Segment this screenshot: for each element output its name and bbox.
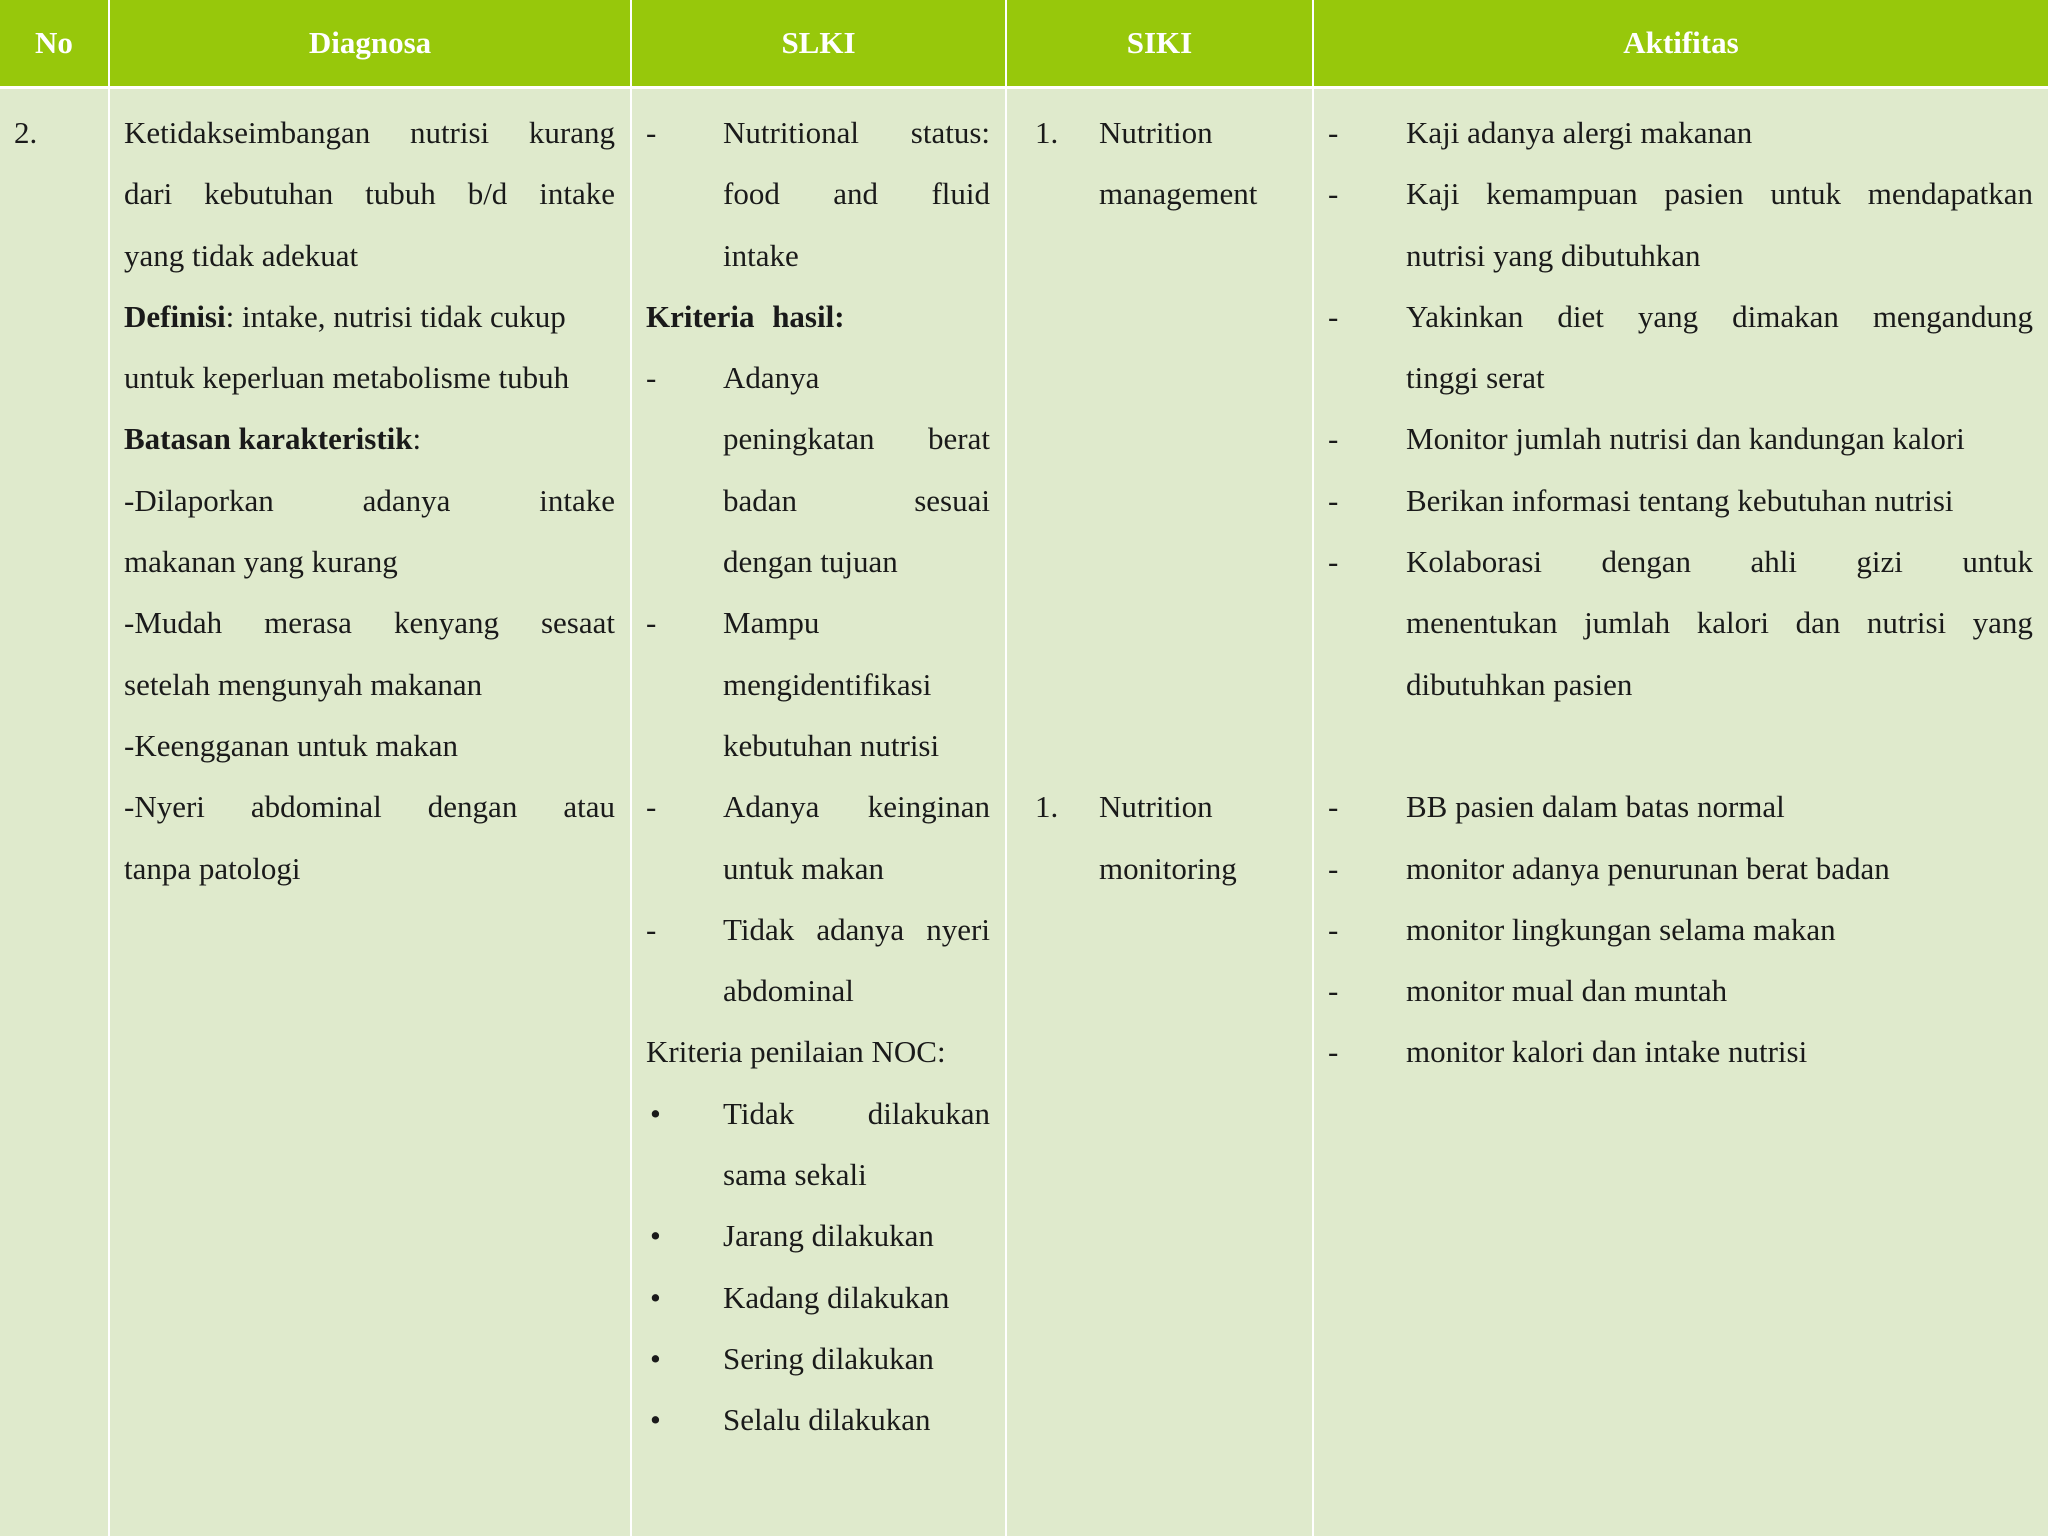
line-text: Kaji adanya alergi makanan [1406,115,1753,150]
activity-line [1328,163,2033,224]
item-number: 1. [1035,115,1059,150]
line-text: Yakinkan diet yang dimakan mengandung [1406,298,2033,334]
hasil-item-line [646,838,990,899]
batasan-line [124,408,615,469]
line-text: abdominal [723,973,854,1009]
activity-line [1328,899,2033,960]
characteristic-item-line: -Nyeri abdominal dengan atau [124,789,615,825]
siki-item-line [1035,102,1300,163]
definisi-text: : intake, nutrisi tidak cukup [225,298,566,334]
line-text: Monitor jumlah nutrisi dan kandungan kalori [1406,421,1965,457]
bullet-marker: • [650,1340,661,1376]
diagnosa-text-line: dari kebutuhan tubuh b/d intake [124,176,615,212]
line-text: Kadang dilakukan [723,1279,950,1315]
table-header [0,0,2048,86]
spacer [1035,715,1300,776]
hasil-item-line [646,776,990,837]
no-cell [14,102,94,163]
row-number: 2. [14,115,38,150]
line-text: Nutrition [1099,789,1213,825]
line-text: monitoring [1099,850,1237,886]
noc-item-line [646,1205,990,1266]
activity-line [1328,347,2033,408]
definisi-text-line: untuk keperluan metabolisme tubuh [124,360,570,396]
column-divider [1312,0,1314,1536]
definisi-line [124,286,615,347]
line-text: intake [723,237,799,273]
activity-line [1328,102,2033,163]
spacer [1328,715,2033,776]
siki-item-line [1035,776,1300,837]
activity-line [1328,838,2033,899]
header-no: No [35,25,73,60]
line-text: food and fluid [723,176,990,212]
line-text: Nutritional status: [723,115,990,150]
column-divider [1005,0,1007,1536]
hasil-item-line [646,899,990,960]
slki-cell [646,102,990,1451]
siki-item-line [1035,838,1300,899]
activity-line [1328,531,2033,592]
activity-line [1328,654,2033,715]
line-text: Jarang dilakukan [723,1218,934,1254]
dash-marker: - [1328,298,1339,334]
diagnosa-cell [124,102,615,899]
dash-marker: - [1328,1034,1339,1070]
line-text: sama sekali [723,1157,867,1193]
hasil-item-line [646,715,990,776]
line-text: kebutuhan nutrisi [723,727,940,763]
hasil-item-line [646,592,990,653]
line-text: Nutrition [1099,115,1213,150]
characteristic-item-line: setelah mengunyah makanan [124,666,483,702]
batasan-colon: : [412,421,422,457]
line-text: Adanya keinginan [723,789,990,825]
aktifitas-cell [1328,102,2033,1083]
line-text: nutrisi yang dibutuhkan [1406,237,1701,273]
line-text: mengidentifikasi [723,666,932,702]
line-text: Tidak adanya nyeri [723,911,990,947]
line-text: management [1099,176,1258,212]
dash-marker: - [1328,421,1339,457]
line-text: dibutuhkan pasien [1406,666,1633,702]
line-text: Adanya [723,360,820,396]
line-text: monitor lingkungan selama makan [1406,911,1836,947]
characteristic-item-line: -Keengganan untuk makan [124,727,458,763]
noc-item-line [646,1328,990,1389]
column-divider [108,0,110,1536]
dash-marker: - [1328,544,1339,580]
line-text: untuk makan [723,850,884,886]
diagnosa-text-line: yang tidak adekuat [124,237,359,273]
spacer [1035,470,1300,531]
definisi-label: Definisi [124,298,226,334]
line-text: Selalu dilakukan [723,1402,931,1438]
noc-item-line [646,1267,990,1328]
header-siki: SIKI [1126,25,1193,60]
kriteria-hasil-heading: Kriteria hasil: [646,298,845,334]
dash-marker: - [1328,789,1339,825]
dash-marker: - [1328,850,1339,886]
dash-marker: - [646,911,657,947]
status-line [646,225,990,286]
characteristic-item-line: -Dilaporkan adanya intake [124,482,615,518]
dash-marker: - [1328,482,1339,518]
spacer [1035,347,1300,408]
dash-marker: - [1328,115,1339,150]
noc-item-line [646,1144,990,1205]
line-text: Berikan informasi tentang kebutuhan nutrisi [1406,482,1954,518]
activity-line [1328,592,2033,653]
characteristic-item-line: -Mudah merasa kenyang sesaat [124,605,615,641]
header-divider [0,86,2048,89]
item-number: 1. [1035,789,1059,825]
dash-marker: - [646,789,657,825]
hasil-item-line [646,408,990,469]
dash-marker: - [1328,176,1339,212]
spacer [1035,592,1300,653]
line-text: Tidak dilakukan [723,1095,990,1131]
batasan-label: Batasan karakteristik [124,421,413,457]
line-text: Kolaborasi dengan ahli gizi untuk [1406,544,2033,580]
line-text: tinggi serat [1406,360,1545,396]
dash-marker: - [646,360,657,396]
line-text: Kaji kemampuan pasien untuk mendapatkan [1406,176,2033,212]
diagnosa-text-line: Ketidakseimbangan nutrisi kurang [124,115,615,150]
dash-marker: - [646,115,657,150]
noc-item-line [646,1389,990,1450]
activity-line [1328,286,2033,347]
bullet-marker: • [650,1095,661,1131]
dash-marker: - [1328,973,1339,1009]
header-slki: SLKI [781,25,856,60]
column-divider [630,0,632,1536]
line-text: monitor mual dan muntah [1406,973,1728,1009]
noc-item-line [646,1083,990,1144]
kriteria-noc-heading: Kriteria penilaian NOC: [646,1034,946,1070]
characteristic-item-line: tanpa patologi [124,850,301,886]
spacer [1035,286,1300,347]
hasil-item-line [646,654,990,715]
line-text: Mampu [723,605,820,641]
bullet-marker: • [650,1279,661,1315]
activity-line [1328,1021,2033,1082]
siki-cell [1035,102,1300,899]
activity-line [1328,776,2033,837]
line-text: Sering dilakukan [723,1340,934,1376]
activity-line [1328,225,2033,286]
line-text: monitor adanya penurunan berat badan [1406,850,1890,886]
spacer [1035,654,1300,715]
activity-line [1328,470,2033,531]
activity-line [1328,960,2033,1021]
siki-item-line [1035,163,1300,224]
spacer [1035,225,1300,286]
line-text: monitor kalori dan intake nutrisi [1406,1034,1808,1070]
status-line [646,102,990,163]
line-text: dengan tujuan [723,544,898,580]
bullet-marker: • [650,1402,661,1438]
spacer [1035,408,1300,469]
hasil-item-line [646,531,990,592]
line-text: peningkatan berat [723,421,990,457]
characteristic-item-line: makanan yang kurang [124,544,398,580]
dash-marker: - [646,605,657,641]
header-diagnosa: Diagnosa [308,25,432,60]
hasil-item-line [646,470,990,531]
line-text: BB pasien dalam batas normal [1406,789,1785,825]
bullet-marker: • [650,1218,661,1254]
status-line [646,163,990,224]
spacer [1035,531,1300,592]
header-aktifitas: Aktifitas [1623,25,1739,60]
hasil-item-line [646,960,990,1021]
activity-line [1328,408,2033,469]
hasil-item-line [646,347,990,408]
line-text: badan sesuai [723,482,990,518]
dash-marker: - [1328,911,1339,947]
line-text: menentukan jumlah kalori dan nutrisi yang [1406,605,2033,641]
